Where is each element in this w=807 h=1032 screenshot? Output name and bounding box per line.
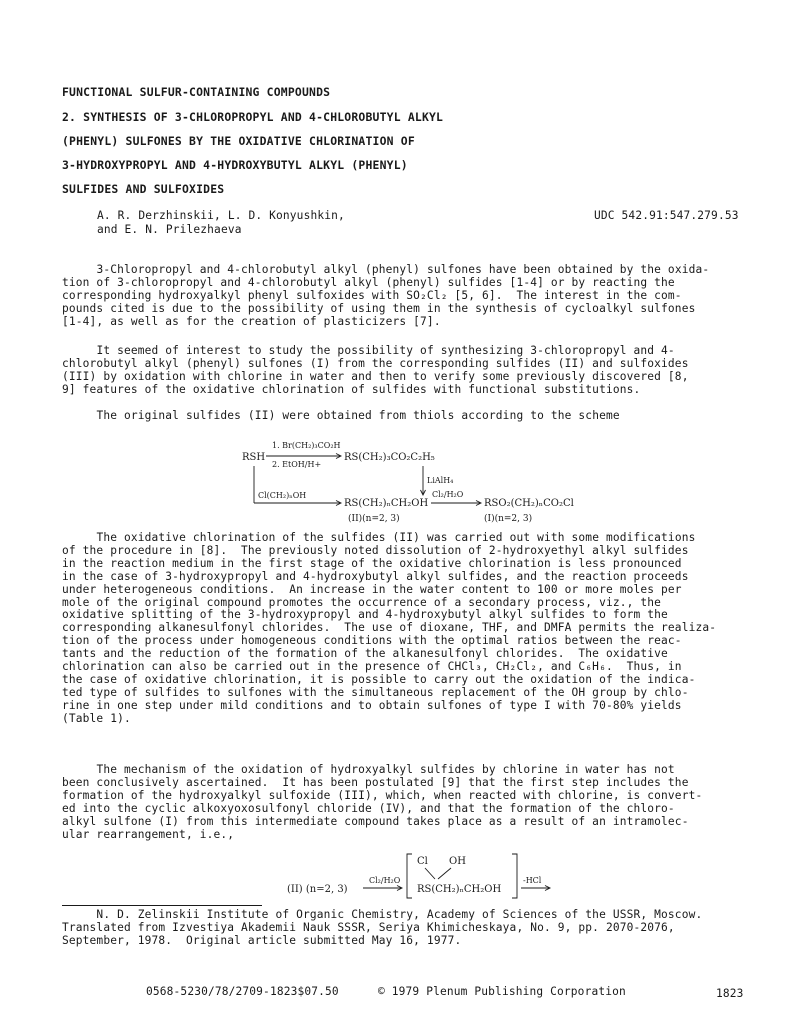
title-line-5: SULFIDES AND SULFOXIDES [62, 182, 225, 196]
scheme2-hcl: -HCl [523, 876, 542, 885]
footnote-line-2: Translated from Izvestiya Akademii Nauk SSSR, Seriya Khimicheskaya, No. 9, pp. 2070-2076, [62, 921, 675, 934]
scheme-cl-reagent: Cl(CH₂)ₙOH [258, 491, 307, 500]
footnote-line-3: September, 1978. Original article submitted May 16, 1977. [62, 934, 462, 947]
footnote-separator [62, 905, 262, 906]
title-line-3: (PHENYL) SULFONES BY THE OXIDATIVE CHLORINATION OF [62, 134, 415, 148]
authors-line-1: A. R. Derzhinskii, L. D. Konyushkin, [97, 209, 345, 222]
paragraph-4: The oxidative chlorination of the sulfides (II) was carried out with some modifications of the procedure in [8]. The previously noted dissolution of 2-hydroxyethyl alkyl sulfides in the reaction medium in the first stage of the oxidative chlorination is less pronounced in the case of 3-hydroxypropyl and 4-hydroxybutyl alkyl sulfides, and the reaction proceeds under heterogeneous conditions. An increase in the water content to 100 or more moles per mole of the original compound promotes the occurrence of a secondary process, viz., the oxidative splitting of the 3-hydroxypropyl and 4-hydroxybutyl alkyl sulfides to form the corresponding alkanesulfonyl chlorides. The use of dioxane, THF, and DMFA permits the realiza- tion of the process under homogeneous conditions with the optimal ratios between the reac- tants and the reduction of the formation of the alkanesulfonyl chlorides. The oxidative chlorination can also be carried out in the presence of CHCl₃, CH₂Cl₂, and C₆H₆. Thus, in the case of oxidative chlorination, it is possible to carry out the oxidation of the indica- ted type of sulfides to sulfones with the simultaneous replacement of the OH group by chlo- rine in one step under mild conditions and to obtain sulfones of type I with 70-80% yields (Table 1). [62, 531, 717, 725]
paragraph-3: The original sulfides (II) were obtained from thiols according to the scheme [62, 409, 620, 422]
scheme2-bond-oh [438, 868, 451, 879]
paragraph-1: 3-Chloropropyl and 4-chlorobutyl alkyl (phenyl) sulfones have been obtained by the oxida- tion of 3-chloropropyl and 4-chlorobutyl alkyl (phenyl) sulfides [1-4] or by reacting the corresponding hydroxyalkyl phenyl sulfoxides with SO₂Cl₂ [5, 6]. The interest in the com- pounds cited is due to the possibility of using them in the synthesis of cycloalkyl sulfones [1-4], as well as for the creation of plasticizers [7]. [62, 263, 710, 328]
synthesis-scheme [240, 436, 580, 528]
footer-code: 0568-5230/78/2709-1823$07.50 [146, 985, 339, 998]
scheme2-start: (II) (n=2, 3) [287, 884, 348, 895]
page-number: 1823 [716, 987, 744, 1000]
authors-line-2: and E. N. Prilezhaeva [97, 223, 242, 236]
scheme-reagent-top: 1. Br(CH₂)₃CO₂H [272, 441, 341, 450]
scheme-product: RSO₂(CH₂)ₙCO₂Cl [484, 498, 574, 509]
scheme-rsh: RSH [242, 452, 266, 463]
scheme2-reagent: Cl₂/H₂O [369, 876, 401, 885]
scheme-reagent-bottom: 2. EtOH/H+ [272, 460, 322, 469]
footer-copyright: © 1979 Plenum Publishing Corporation [378, 985, 626, 998]
scheme-alcohol: RS(CH₂)ₙCH₂OH [344, 498, 429, 509]
scheme-ester: RS(CH₂)₃CO₂C₂H₅ [344, 452, 435, 463]
udc-code: UDC 542.91:547.279.53 [594, 209, 739, 222]
scheme-label-ii: (II)(n=2, 3) [348, 514, 400, 524]
paragraph-5: The mechanism of the oxidation of hydroxyalkyl sulfides by chlorine in water has not been conclusively ascertained. It has been postulated [9] that the first step includes the formation of the hydroxyalkyl sulfoxide (III), which, when reacted with chlorine, is convert- ed into the cyclic alkoxyoxosulfonyl chloride (IV), and that the formation of the chloro- alkyl sulfone (I) from this intermediate compound takes place as a result of an intramolec- ular rearrangement, i.e., [62, 763, 703, 841]
mechanism-scheme [285, 852, 565, 902]
scheme2-chain: RS(CH₂)ₙCH₂OH [417, 884, 502, 895]
title-line-4: 3-HYDROXYPROPYL AND 4-HYDROXYBUTYL ALKYL (PHENYL) [62, 158, 408, 172]
title-line-1: FUNCTIONAL SULFUR-CONTAINING COMPOUNDS [62, 85, 331, 99]
scheme2-bond-cl [425, 868, 435, 879]
scheme2-oh: OH [449, 856, 466, 867]
footnote-line-1: N. D. Zelinskii Institute of Organic Chemistry, Academy of Sciences of the USSR, Moscow. [62, 908, 703, 921]
scheme-label-i: (I)(n=2, 3) [484, 514, 533, 524]
scheme2-bracket-right [512, 854, 517, 898]
scheme-cl2h2o: Cl₂/H₂O [432, 490, 464, 499]
title-line-2: 2. SYNTHESIS OF 3-CHLOROPROPYL AND 4-CHLOROBUTYL ALKYL [62, 110, 444, 124]
scheme2-cl: Cl [417, 856, 428, 867]
scheme-lialh4: LiAlH₄ [427, 476, 454, 485]
paragraph-2: It seemed of interest to study the possibility of synthesizing 3-chloropropyl and 4- chlorobutyl alkyl (phenyl) sulfones (I) from the corresponding sulfides (II) and sulfoxides (III) by oxidation with chlorine in water and then to verify some previously discovered [8, 9] features of the oxidative chlorination of sulfides with functional substitutions. [62, 344, 689, 396]
scheme2-bracket-left [407, 854, 412, 898]
